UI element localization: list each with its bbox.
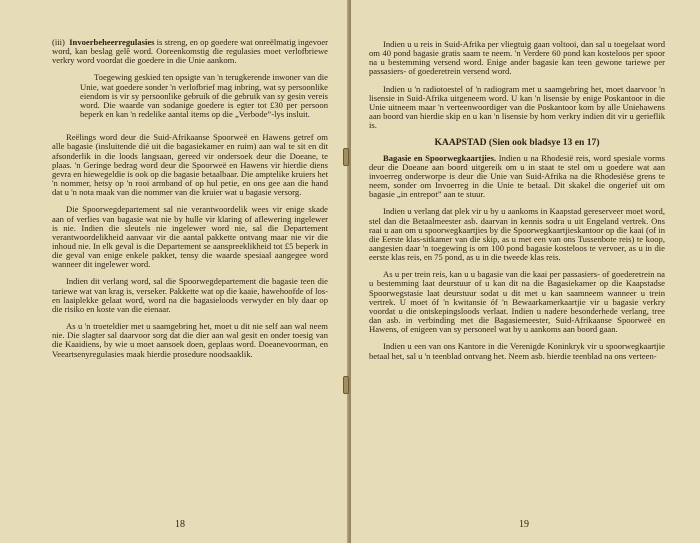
left-text-column (52, 38, 328, 367)
left-page (0, 0, 349, 543)
page-number-left: 18 (175, 519, 185, 530)
radio-paragraph: Indien u 'n radiotoestel of 'n radiogram met u saamgebring het, moet daarvoor 'n lisensie in Suid-Afrika uitgeneem word. U kan 'n lisensie by enige Poskantoor in die Unie uitneem maar 'n verteenwoordiger van die Poskantoor kom by alle Uniehawens aan boord van hierdie skip en u kan 'n lisensie by hom verkry indien dit vir u gerieflik is. (369, 83, 665, 131)
trein-paragraph: As u per trein reis, kan u u bagasie van die kaai per passasiers- of goederetrein na u bestemming laat deurstuur of u kan dit na die Bagasiekamer op die Kaapstadse Spoorwegstasie laat deurstuur sodat u dit met u kan saamneem wanneer u trein vertrek. U moet óf 'n kwitansie óf 'n Bewaarkamerkaartjie vir u bagasie verkry voordat u die ontskepingsloods verlaat. Indien u nadere besonderhede verlang, tree dan asb. in verbinding met die Bagasiemeester, Suid-Afrikaanse Spoorweë en Hawens, of enigeen van sy personeel wat by u aankoms aan boord gaan. (369, 269, 665, 335)
plek-paragraph: Indien u verlang dat plek vir u by u aankoms in Kaapstad gereserveer moet word, stel dan die Betaalmeester asb. daarvan in kennis sodra u uit Engeland vertrek. Ons raai u aan om u spoorwegkaartjies by die Spoorwegkaartjieskantoor op die kaai (of in die Eerste klas-sitkamer van die skip, as u met een van ons Tussenbote reis) te koop, aangesien daar 'n toegewing is om 100 pond bagasie kosteloos te vervoer, as u in die eerste klas reis, en 75 pond, as u in die tweede klas reis. (369, 206, 665, 263)
invoer-title: Invoerbeheerregulasies (69, 37, 155, 47)
page-number-right: 19 (519, 519, 529, 530)
bagasie-title: Bagasie en Spoorwegkaartjies. (383, 152, 497, 163)
kantore-paragraph: Indien u een van ons Kantore in die Verenigde Koninkryk vir u spoorwegkaartjie betaal het, sal u 'n teenblad ontvang het. Neem asb. hierdie teenblad na ons verteen- (369, 341, 665, 361)
vliegtuig-paragraph: Indien u u reis in Suid-Afrika per vliegtuig gaan voltooi, dan sal u toegelaat word om 40 pond bagasie gratis saam te neem. 'n Verdere 60 pond kan kosteloos per spoor na u bestemming versend word. Enige ander bagasie kan teen gewone tariewe per passasiers- of goederetrein versend word. (369, 39, 665, 77)
right-page (351, 0, 700, 543)
invoer-paragraph (52, 38, 328, 65)
reelings-paragraph: Reëlings word deur die Suid-Afrikaanse Spoorweë en Hawens getref om alle bagasie (insluitende dié uit die bagasiekamer en ruim) aan wal te sit en dit afsonderlik in die loods langsaan, gereed vir ondersoek deur die Doeane, te plaas. 'n Geringe bedrag word deur die Spoorweë en Hawens vir hierdie diens gevra en hiewegeldie is ook op die bagasie betaalbaar. Die amptelike kruiers het 'n nommer, hetsy op 'n rooi armband of op hul petie, en ons gee aan die hand dat u 'n nota maak van die nommer van die kruier wat u bagasie versorg. (52, 132, 328, 198)
troeteldier-paragraph: As u 'n troeteldier met u saamgebring het, moet u dit nie self aan wal neem nie. Die slagter sal daarvoor sorg dat die dier aan wal gesit en onder toesig van die Kaaidiens, by wie u moet aansoek doen, geplaas word. Doeanevoorman, en Veeartsenyregulasies maak hierdie prosedure noodsaaklik. (52, 321, 328, 359)
bagasie-text: Indien u na Rhodesië reis, word spesiale vorms deur die Doeane aan boord uitgereik om u in staat te stel om u goedere wat aan invoerreg onderworpe is deur die Unie van Suid-Afrika na die Rhodesiëse grens te neem, sonder om Invoerreg in die Unie te betaal. Dit skakel die ongerief uit om bagasie „in entrepot” aan te stuur. (369, 152, 665, 200)
departement-paragraph: Die Spoorwegdepartement sal nie verantwoordelik wees vir enige skade aan of verlies van bagasie wat nie by hulle vir klaring of aflewering ingelewer is nie. Indien die sleutels nie ingelewer word nie, sal die Departement verantwoordelikheid aanvaar vir die aantal pakkette ontvang maar nie vir die inhoud nie. In elk geval is die Departement se aanspreeklikheid tot £5 beperk in die geval van enige enkele pakket, tensy die waarde spesiaal aangegee word wanneer dit ingelewer word. (52, 204, 328, 270)
right-text-column (369, 40, 665, 369)
invoer-toegewing: Toegewing geskied ten opsigte van 'n terugkerende inwoner van die Unie, wat goedere sonder 'n verlofbrief mag inbring, wat sy persoonlike eiendom is vir sy persoonlike gebruik of die gebruik van sy gesin vereis word. Die waarde van sodanige goedere is egter tot £30 per persoon beperk en kan 'n redelike aantal items op die „Verbode”-lys insluit. (80, 72, 328, 120)
item-label: (iii) (52, 37, 65, 47)
staple-bottom (343, 376, 349, 394)
kaapstad-heading: KAAPSTAD (Sien ook bladsye 13 en 17) (434, 137, 600, 149)
verlang-paragraph: Indien dit verlang word, sal die Spoorwegdepartement die bagasie teen die tariewe wat van krag is, verseker. Pakkette wat op die kaaie, hawehoofde of los- en laaiplekke gelaat word, word na die bagasieloods verwyder en bly daar op die risiko en koste van die eienaar. (52, 276, 328, 314)
bagasie-paragraph (369, 154, 665, 200)
invoer-text: is streng, en op goedere wat onreëlmatig ingevoer word, kan beslag gelê word. Ooreenkomstig die regulasies moet verlofbriewe verkry word voordat die goedere in die Unie aankom. (52, 37, 328, 66)
staple-top (343, 148, 349, 166)
